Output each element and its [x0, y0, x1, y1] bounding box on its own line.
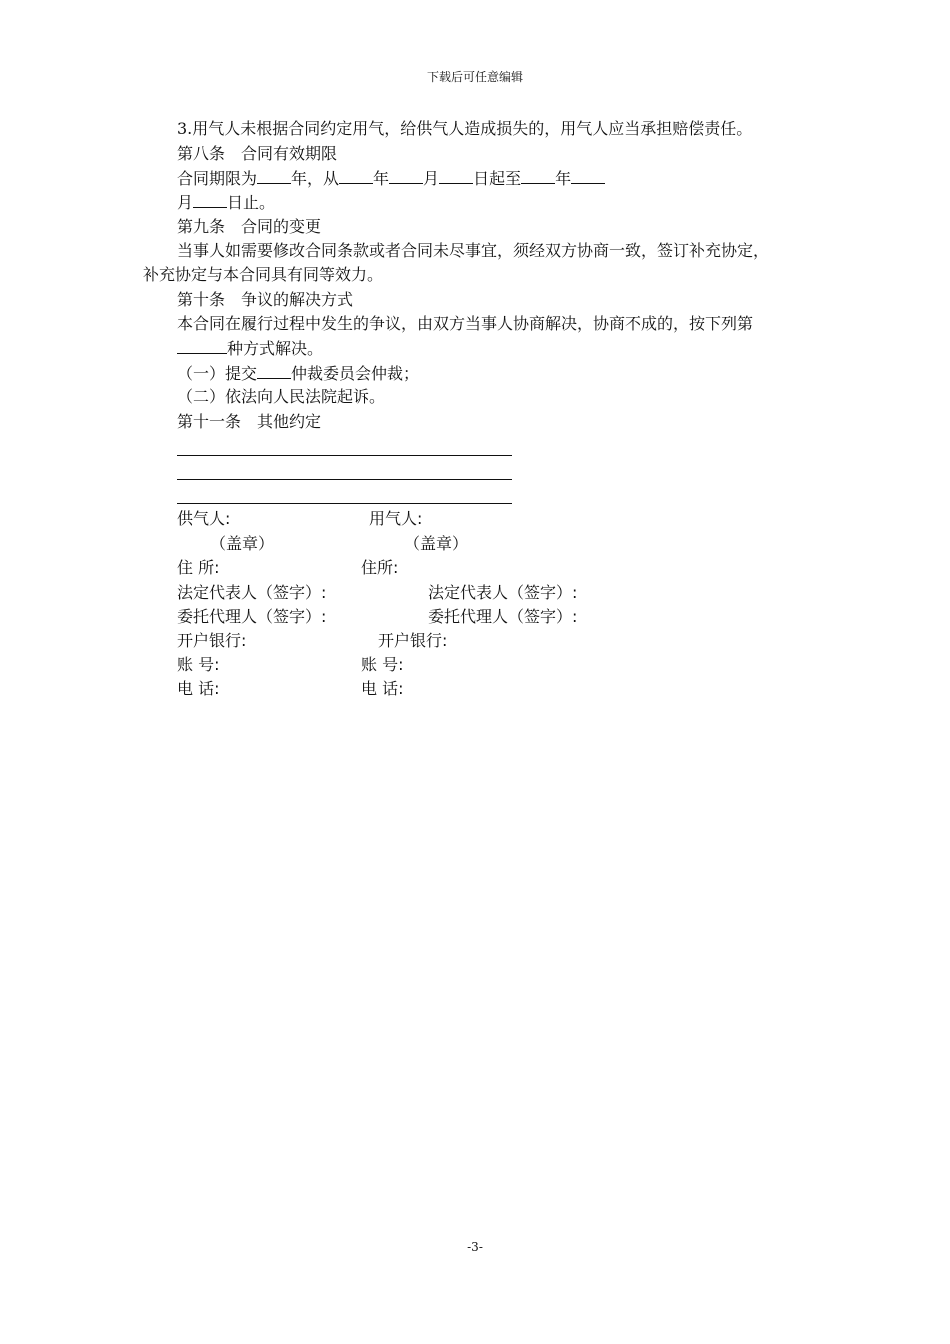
- blank-line[interactable]: [177, 503, 512, 504]
- blank-field[interactable]: [521, 168, 555, 184]
- term-text: 年: [373, 169, 390, 188]
- article-10-body-2: [177, 338, 323, 359]
- blank-line[interactable]: [177, 455, 512, 456]
- legal-rep-left: 法定代表人（签字）:: [177, 583, 327, 602]
- term-text: 年: [555, 169, 572, 188]
- term-text: 日起至: [473, 169, 522, 188]
- bank-right: 开户银行:: [378, 631, 448, 650]
- article-9-body-1: 当事人如需要修改合同条款或者合同未尽事宜，须经双方协商一致，签订补充协定，: [177, 241, 770, 260]
- clause-text: 用气人未根据合同约定用气，给供气人造成损失的，用气人应当承担赔偿责任。: [192, 119, 753, 138]
- page-number: -3-: [467, 1240, 483, 1254]
- option-text: （一）提交: [177, 364, 258, 383]
- user-label: 用气人:: [369, 509, 423, 528]
- blank-field[interactable]: [389, 168, 423, 184]
- blank-field[interactable]: [193, 192, 227, 208]
- phone-left: 电 话:: [177, 679, 220, 698]
- term-text: 月: [423, 169, 440, 188]
- account-left: 账 号:: [177, 655, 220, 674]
- blank-line[interactable]: [177, 479, 512, 480]
- bank-left: 开户银行:: [177, 631, 247, 650]
- article-10-body-1: 本合同在履行过程中发生的争议，由双方当事人协商解决，协商不成的，按下列第: [177, 314, 754, 333]
- clause-number: 3.: [177, 119, 193, 138]
- article-10-title: 第十条 争议的解决方式: [177, 290, 354, 309]
- blank-field[interactable]: [571, 168, 605, 184]
- address-left: 住 所:: [177, 558, 220, 577]
- article-9-title: 第九条 合同的变更: [177, 217, 322, 236]
- page-header: 下载后可任意编辑: [426, 70, 523, 84]
- phone-right: 电 话:: [361, 679, 404, 698]
- article-8-term-line: [177, 168, 605, 189]
- agent-left: 委托代理人（签字）:: [177, 607, 327, 626]
- article-9-body-2: 补充协定与本合同具有同等效力。: [143, 265, 384, 284]
- clause-3: [177, 119, 752, 139]
- term-text: 合同期限为: [177, 169, 258, 188]
- blank-field[interactable]: [439, 168, 473, 184]
- term-text: 年，从: [291, 169, 340, 188]
- blank-field[interactable]: [257, 363, 291, 379]
- account-right: 账 号:: [361, 655, 404, 674]
- option-text: 仲裁委员会仲裁；: [291, 364, 420, 383]
- term-text: 日止。: [227, 193, 276, 212]
- supplier-label: 供气人:: [177, 509, 231, 528]
- article-10-option-1: [177, 363, 419, 384]
- seal-right: （盖章）: [404, 534, 469, 553]
- blank-field[interactable]: [339, 168, 373, 184]
- article-11-title: 第十一条 其他约定: [177, 412, 322, 431]
- agent-right: 委托代理人（签字）:: [428, 607, 578, 626]
- blank-field[interactable]: [177, 338, 227, 354]
- address-right: 住所:: [361, 558, 399, 577]
- body-text: 种方式解决。: [227, 339, 324, 358]
- article-10-option-2: （二）依法向人民法院起诉。: [177, 387, 386, 406]
- article-8-term-end: [177, 192, 275, 213]
- term-text: 月: [177, 193, 194, 212]
- blank-field[interactable]: [257, 168, 291, 184]
- article-8-title: 第八条 合同有效期限: [177, 144, 338, 163]
- legal-rep-right: 法定代表人（签字）:: [428, 583, 578, 602]
- seal-left: （盖章）: [210, 534, 275, 553]
